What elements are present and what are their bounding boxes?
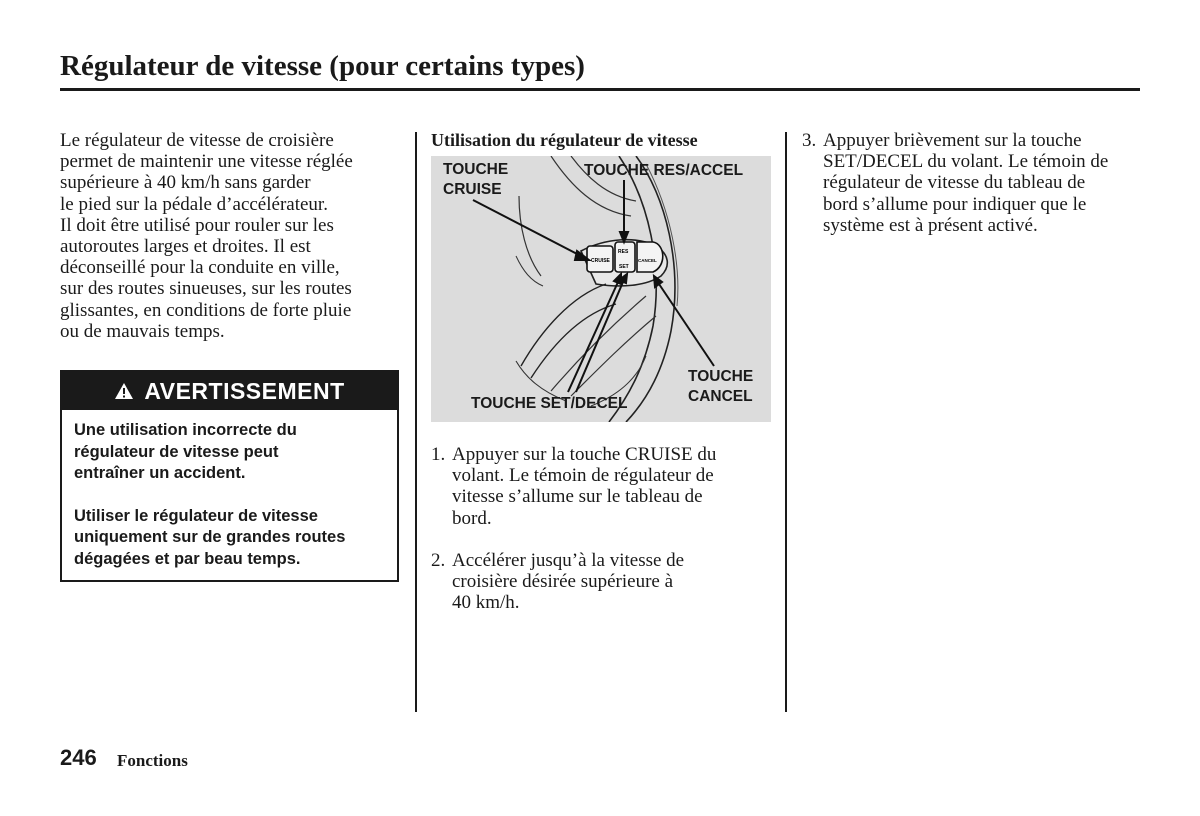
intro-line: le pied sur la pédale d’accélérateur. — [60, 193, 328, 215]
button-cancel-text: CANCEL — [638, 258, 657, 263]
step-line: croisière désirée supérieure à — [452, 571, 674, 593]
step-line: SET/DECEL du volant. Le témoin de — [823, 151, 1109, 173]
column-divider-1 — [415, 132, 417, 712]
intro-line: déconseillé pour la conduite en ville, — [60, 257, 340, 279]
intro-line: Le régulateur de vitesse de croisière — [60, 130, 334, 151]
step-number: 3. — [802, 130, 817, 151]
column-divider-2 — [785, 132, 787, 712]
steps-list-col2 — [431, 444, 716, 613]
title-rule — [60, 88, 1140, 91]
label-touche-cruise-line2: CRUISE — [443, 181, 502, 198]
intro-line: autoroutes larges et droites. Il est — [60, 236, 311, 258]
step-number: 1. — [431, 444, 446, 465]
warning-line: entraîner un accident. — [74, 464, 246, 482]
step-line: bord s’allume pour indiquer que le — [823, 193, 1087, 215]
step-text — [452, 550, 684, 614]
page-title: Régulateur de vitesse (pour certains types) — [60, 50, 585, 82]
step-number: 2. — [431, 549, 446, 571]
intro-line: Il doit être utilisé pour rouler sur les — [60, 214, 334, 236]
intro-paragraph — [60, 130, 405, 342]
label-touche-res-accel: TOUCHE RES/ACCEL — [584, 162, 744, 179]
intro-line: glissantes, en conditions de forte pluie — [60, 299, 352, 321]
label-touche-set-decel: TOUCHE SET/DECEL — [471, 395, 628, 412]
label-touche-cancel — [688, 367, 753, 407]
intro-line: permet de maintenir une vitesse réglée — [60, 151, 353, 173]
label-touche-cruise-line1: TOUCHE — [443, 161, 509, 178]
intro-line: ou de mauvais temps. — [60, 320, 225, 342]
warning-paragraph-2 — [74, 506, 385, 571]
button-res-text: RES — [618, 249, 629, 255]
warning-paragraph-1 — [74, 420, 385, 485]
step-line: bord. — [452, 507, 492, 529]
step-line: système est à présent activé. — [823, 214, 1038, 236]
warning-heading: AVERTISSEMENT — [144, 377, 345, 404]
step-text — [452, 444, 716, 529]
step-text — [823, 130, 1108, 236]
step-line: vitesse s’allume sur le tableau de — [452, 486, 703, 508]
step-1 — [431, 444, 716, 529]
warning-line: régulateur de vitesse peut — [74, 442, 279, 461]
step-line: Appuyer sur la touche CRUISE du — [452, 444, 717, 465]
button-cruise-text: CRUISE — [591, 258, 610, 264]
section-name: Fonctions — [117, 751, 188, 770]
warning-line: dégagées et par beau temps. — [74, 549, 301, 568]
step-line: volant. Le témoin de régulateur de — [452, 465, 714, 487]
warning-heading-bar — [62, 372, 397, 410]
warning-line: Utiliser le régulateur de vitesse — [74, 506, 318, 525]
warning-line: uniquement sur de grandes routes — [74, 528, 346, 546]
step-line: régulateur de vitesse du tableau de — [823, 172, 1086, 194]
button-set-text: SET — [619, 264, 629, 270]
label-touche-cancel-line1: TOUCHE — [688, 368, 754, 385]
intro-line: sur des routes sinueuses, sur les routes — [60, 278, 352, 300]
warning-body — [62, 410, 397, 570]
step-line: 40 km/h. — [452, 592, 520, 614]
step-line: Accélérer jusqu’à la vitesse de — [452, 549, 685, 571]
step-line: Appuyer brièvement sur la touche — [823, 130, 1082, 151]
step-2 — [431, 550, 716, 614]
warning-line: Une utilisation incorrecte du — [74, 421, 297, 439]
page-number: 246 — [60, 745, 97, 770]
warning-triangle-icon — [114, 382, 134, 400]
usage-heading: Utilisation du régulateur de vitesse — [431, 130, 698, 150]
label-touche-cruise — [443, 160, 508, 200]
intro-line: supérieure à 40 km/h sans garder — [60, 172, 311, 194]
step-3 — [802, 130, 1108, 236]
label-touche-cancel-line2: CANCEL — [688, 388, 753, 405]
steering-wheel-figure — [431, 156, 771, 422]
warning-box — [60, 370, 399, 582]
steps-list-col3 — [802, 130, 1108, 236]
